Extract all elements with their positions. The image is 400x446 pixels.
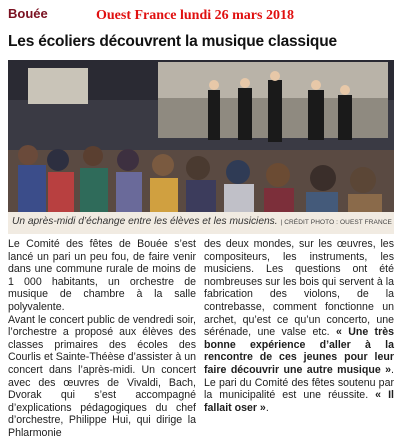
- text-continued: des deux mondes, sur les œuvres, les compositeurs, les instruments, les musiciens. Les questions ont été nombreuses sur les bois qui servent à la fabrication des violons, de la contrebasse, comment fonctionne un archet, qu’est ce qu’un concerto, une sérénade, une valse etc.: [204, 238, 394, 339]
- text-conclusion: . Le pari du Comité des fêtes soutenu par la municipalité est une réussite.: [204, 363, 394, 402]
- text-end: .: [265, 401, 269, 414]
- paragraph-intro: Le Comité des fêtes de Bouée s’est lancé un pari un peu fou, de faire venir dans une commune rurale de moins de 1 000 habitants, un orchestre de musique de chambre à la salle polyvalente.: [8, 238, 196, 313]
- paragraph-body: Avant le concert public de vendredi soir, l’orchestre a proposé aux élèves des classes primaires des écoles des Courlis et Sainte-Théèse d’assister à un concert dans l’après-midi. Un concert avec des œuvres de Vivaldi, Bach, Dvorak qui s’est accompagné d’explications pédagogiques du chef d’orchestre, Philippe Hui, qui dirige la Phlarmonie: [8, 313, 196, 439]
- photo-caption: Un après-midi d’échange entre les élèves et les musiciens.: [12, 216, 278, 227]
- quote-oser: « Il fallait oser »: [204, 389, 394, 414]
- concert-photo-illustration: [8, 60, 394, 212]
- quote-experience: « Une très bonne expérience d’aller à la rencontre de ces jeunes pour leur faire découvrir une autre musique »: [204, 326, 394, 376]
- section-label: Bouée: [8, 6, 48, 21]
- photo-credit: | CRÉDIT PHOTO : OUEST FRANCE: [280, 219, 392, 226]
- article-photo: [8, 60, 394, 212]
- source-date-label: Ouest France lundi 26 mars 2018: [96, 8, 294, 23]
- article-column-right: [204, 238, 394, 414]
- paragraph-continued: [204, 238, 394, 414]
- article-column-left: [8, 238, 196, 440]
- article-headline: Les écoliers découvrent la musique classique: [8, 33, 337, 50]
